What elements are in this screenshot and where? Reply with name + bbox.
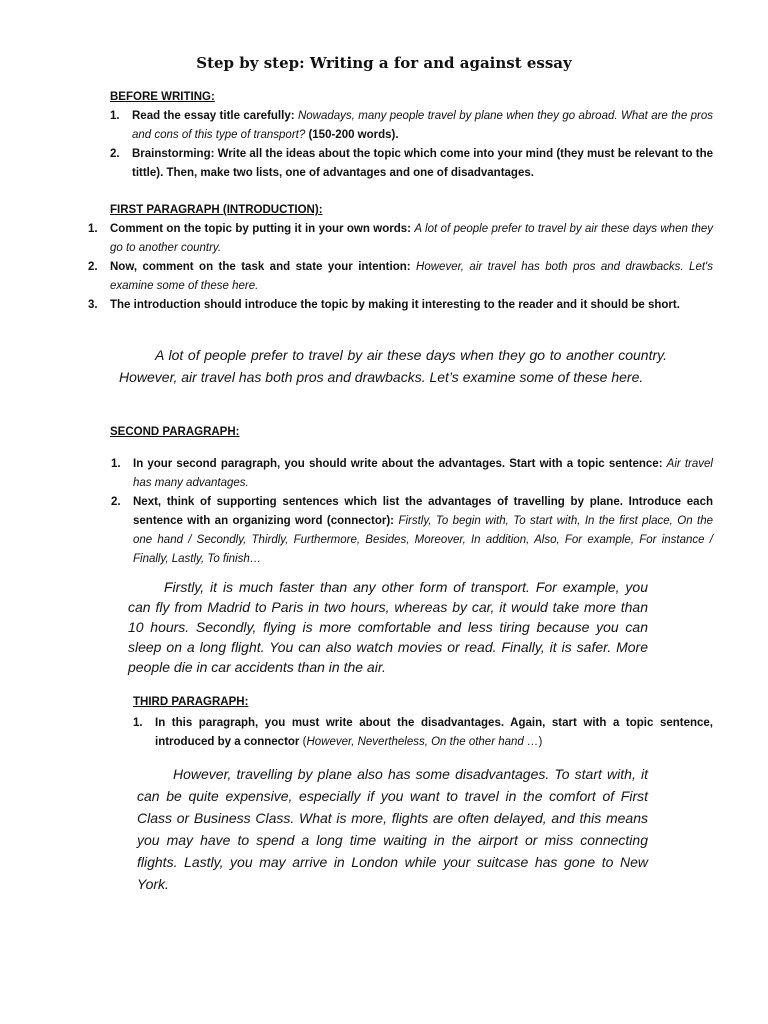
third-paragraph-list [133, 714, 713, 752]
item-word-count: (150-200 words). [308, 129, 399, 141]
item-instruction: In this paragraph, you must write about the disadvantages. Again, start with a topic sentence, introduced by a connector [155, 717, 713, 748]
item-number: 2. [88, 261, 98, 273]
item-number: 1. [110, 110, 120, 122]
item-number: 3. [88, 299, 98, 311]
item-number: 1. [111, 458, 121, 470]
item-example: However, air travel has both pros and drawbacks. Let's examine some of these here. [110, 261, 713, 292]
item-example: Air travel has many advantages. [133, 458, 713, 489]
list-item [111, 455, 713, 493]
heading-colon: : [244, 696, 249, 708]
item-example: Nowadays, many people travel by plane when they go abroad. What are the pros and cons of this type of transport? [132, 110, 713, 141]
third-paragraph-heading-text: THIRD PARAGRAPH [133, 696, 245, 708]
item-instruction: Comment on the topic by putting it in your own words: [110, 223, 411, 235]
item-example: A lot of people prefer to travel by air these days when they go to another country. [110, 223, 714, 254]
advantages-sample-text: Firstly, it is much faster than any other form of transport. For example, you can fly from Madrid to Paris in two hours, whereas by car, it would take more than 10 hours. Secondly, flying is more comfortable and less tiring because you can sleep on a long flight. You can also watch movies or read. Finally, it is safer. More people die in car accidents than in the air. [128, 579, 648, 675]
paren-open: ( [302, 736, 307, 748]
item-instruction: Now, comment on the task and state your intention: [110, 261, 411, 273]
first-paragraph-heading [110, 204, 323, 216]
second-paragraph-heading-text: SECOND PARAGRAPH [110, 426, 236, 438]
third-paragraph-heading [133, 696, 248, 708]
item-number: 2. [110, 148, 120, 160]
item-instruction: The introduction should introduce the topic by making it interesting to the reader and it should be short. [110, 299, 680, 311]
item-number: 2. [111, 496, 121, 508]
first-paragraph-heading-text: FIRST PARAGRAPH (INTRODUCTION) [110, 204, 319, 216]
disadvantages-sample-text: However, travelling by plane also has some disadvantages. To start with, it can be quite expensive, especially if you want to travel in the comfort of First Class or Business Class. What is more, flights are often delayed, and this means you may have to spend a long time waiting in the airport or miss connecting flights. Lastly, you may arrive in London while your suitcase has gone to New York. [137, 766, 648, 892]
item-instruction: Brainstorming: Write all the ideas about the topic which come into your mind (they must be relevant to the tittle). Then, make two lists, one of advantages and one of disadvantages. [132, 148, 713, 179]
list-item [88, 220, 713, 258]
paren-close: ) [538, 736, 543, 748]
list-item [111, 493, 713, 569]
heading-colon: : [318, 204, 323, 216]
list-item [88, 296, 713, 315]
introduction-sample-text: A lot of people prefer to travel by air these days when they go to another country. However, air travel has both pros and drawbacks. Let’s examine some of these here. [119, 347, 667, 385]
item-connectors: However, Nevertheless, On the other hand … [306, 736, 539, 748]
before-writing-heading-text: BEFORE WRITING [110, 91, 211, 103]
list-item [88, 258, 713, 296]
item-instruction: Next, think of supporting sentences which list the advantages of travelling by plane. Introduce each sentence with an organizing word (connector): [133, 496, 713, 527]
item-instruction: Read the essay title carefully: [132, 110, 295, 122]
before-writing-list [110, 107, 713, 183]
list-item [133, 714, 713, 752]
document-title: Step by step: Writing a for and against essay [196, 54, 572, 72]
heading-colon: : [210, 91, 215, 103]
heading-colon: : [235, 426, 240, 438]
second-paragraph-list [111, 455, 713, 569]
first-paragraph-list [88, 220, 713, 315]
before-writing-heading [110, 91, 215, 103]
item-instruction: In your second paragraph, you should write about the advantages. Start with a topic sentence: [133, 458, 663, 470]
item-connectors: Firstly, To begin with, To start with, In the first place, On the one hand / Secondly, Thirdly, Furthermore, Besides, Moreover, In addition, Also, For example, For instance / Finally, Lastly, To finish… [133, 515, 714, 565]
list-item [110, 107, 713, 145]
item-number: 1. [88, 223, 98, 235]
list-item [110, 145, 713, 183]
second-paragraph-heading [110, 426, 240, 438]
item-number: 1. [133, 717, 143, 729]
